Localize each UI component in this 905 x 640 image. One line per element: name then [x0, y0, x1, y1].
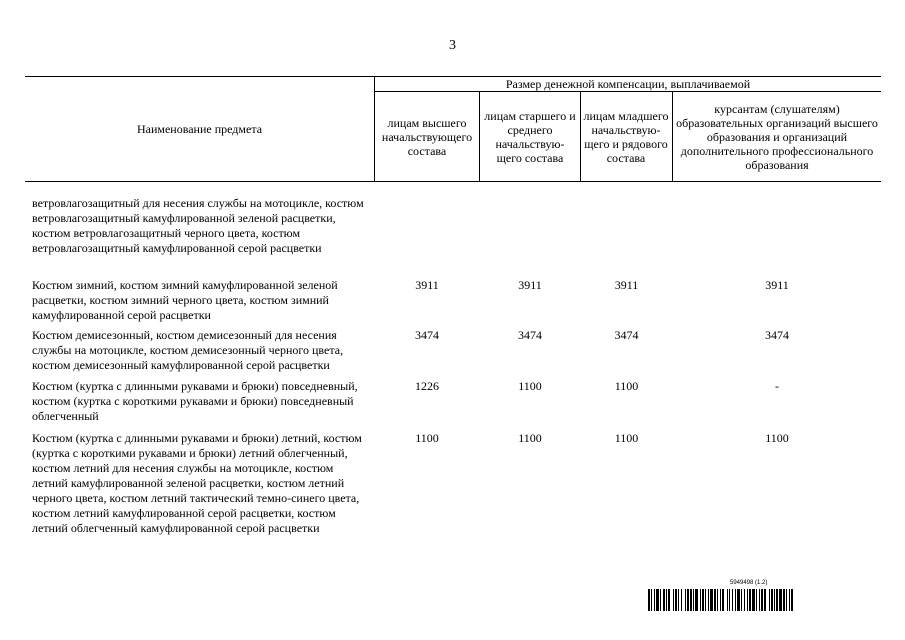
barcode-bar: [727, 589, 728, 611]
barcode-bar: [756, 589, 757, 611]
barcode-bar: [695, 589, 698, 611]
barcode-bar: [779, 589, 782, 611]
compensation-group-header: Размер денежной компенсации, выплачиваемой: [505, 77, 751, 91]
barcode-bar: [705, 589, 706, 611]
value-cadets: 3474: [765, 328, 789, 342]
barcode-bar: [668, 589, 670, 611]
barcode-bar: [702, 589, 704, 611]
barcode-bar: [717, 589, 718, 611]
value-cadets: 3911: [765, 278, 789, 292]
barcode-bar: [761, 589, 763, 611]
barcode-bar: [700, 589, 701, 611]
barcode-bar: [708, 589, 709, 611]
subheader-junior-command: лицам младшего начальствую-щего и рядового состава: [583, 108, 669, 165]
barcode-bar: [732, 589, 733, 611]
value-junior-command: 1100: [614, 379, 639, 393]
column-divider: [672, 91, 673, 182]
barcode-bar: [722, 589, 724, 611]
barcode-bar: [774, 589, 775, 611]
value-middle-command: 3911: [518, 278, 542, 292]
value-senior-command: 3911: [415, 278, 439, 292]
barcode-bar: [747, 589, 748, 611]
barcode-bar: [729, 589, 730, 611]
table-row-item-name: Костюм (куртка с длинными рукавами и брюки) повседневный, костюм (куртка с короткими рукавами и брюки) повседневный облегченный: [32, 379, 358, 423]
barcode-bar: [783, 589, 785, 611]
barcode-bar: [769, 589, 770, 611]
barcode-bar: [720, 589, 721, 611]
value-senior-command: 1100: [415, 431, 439, 445]
value-middle-command: 3474: [518, 328, 542, 342]
table-row-item-name: Костюм демисезонный, костюм демисезонный для несения службы на мотоцикле, костюм демисезонный черного цвета, костюм демисезонный камуфлированной серой расцветки: [32, 328, 344, 372]
barcode-bar: [656, 589, 659, 611]
column-divider: [479, 91, 480, 182]
value-middle-command: 1100: [518, 379, 542, 393]
header-bottom-rule: [25, 181, 881, 182]
barcode-bar: [752, 589, 755, 611]
barcode-bar: [737, 589, 740, 611]
value-senior-command: 3474: [415, 328, 439, 342]
value-middle-command: 1100: [518, 431, 542, 445]
value-junior-command: 3911: [614, 278, 639, 292]
value-cadets: 1100: [765, 431, 789, 445]
column-divider: [374, 76, 375, 182]
barcode-bar: [660, 589, 661, 611]
subheader-middle-command: лицам старшего и среднего начальствую-щего состава: [484, 108, 576, 165]
barcode-bar: [791, 589, 793, 611]
barcode-bar: [681, 589, 682, 611]
barcode-bar: [749, 589, 751, 611]
barcode-bar: [663, 589, 665, 611]
barcode-bar: [678, 589, 679, 611]
page-number: 3: [449, 38, 456, 53]
barcode-bar: [744, 589, 745, 611]
table-row-item-name: Костюм зимний, костюм зимний камуфлированной зеленой расцветки, костюм зимний черного цвета, костюм зимний камуфлированной серой расцветки: [32, 278, 338, 322]
barcode-bar: [710, 589, 713, 611]
value-junior-command: 3474: [614, 328, 639, 342]
barcode-bar: [648, 589, 650, 611]
barcode-icon: [648, 589, 858, 611]
subheader-senior-command: лицам высшего начальствующего состава: [381, 115, 473, 158]
subheader-cadets: курсантам (слушателям) образовательных организаций высшего образования и организаций дополнительного профессионального образования: [676, 101, 878, 172]
value-cadets: -: [775, 379, 779, 393]
barcode-bar: [759, 589, 760, 611]
barcode-bar: [693, 589, 694, 611]
table-row-item-name: Костюм (куртка с длинными рукавами и брюки) летний, костюм (куртка с короткими рукавами и брюки) летний облегченный, костюм летний для несения службы на мотоцикле, костюм летний камуфлированной зеленой расцветки, костюм летний черного цвета, костюм летний тактический темно-синего цвета, костюм летний камуфлированной серой расцветки, костюм летний облегченный камуфлированной серой расцветки: [32, 431, 362, 535]
barcode-bar: [687, 589, 689, 611]
barcode-bar: [735, 589, 736, 611]
barcode-bar: [764, 589, 766, 611]
barcode-bar: [776, 589, 778, 611]
barcode-bar: [789, 589, 790, 611]
column-divider: [580, 91, 581, 182]
item-column-header: Наименование предмета: [136, 122, 263, 136]
value-senior-command: 1226: [415, 379, 439, 393]
barcode-bar: [685, 589, 686, 611]
barcode-bar: [673, 589, 674, 611]
barcode-bar: [651, 589, 652, 611]
barcode-bar: [771, 589, 773, 611]
barcode-bar: [675, 589, 677, 611]
barcode-bar: [714, 589, 716, 611]
barcode-bar: [654, 589, 655, 611]
barcode-number: 5949498 (1.2): [730, 580, 768, 586]
barcode-bar: [786, 589, 787, 611]
barcode-bar: [666, 589, 667, 611]
barcode-bar: [690, 589, 692, 611]
value-junior-command: 1100: [614, 431, 639, 445]
barcode-bar: [741, 589, 742, 611]
table-row-item-name: ветровлагозащитный для несения службы на мотоцикле, костюм ветровлагозащитный камуфлированной зеленой расцветки, костюм ветровлагозащитный черного цвета, костюм ветровлагозащитный камуфлированной серой расцветки: [32, 196, 364, 255]
